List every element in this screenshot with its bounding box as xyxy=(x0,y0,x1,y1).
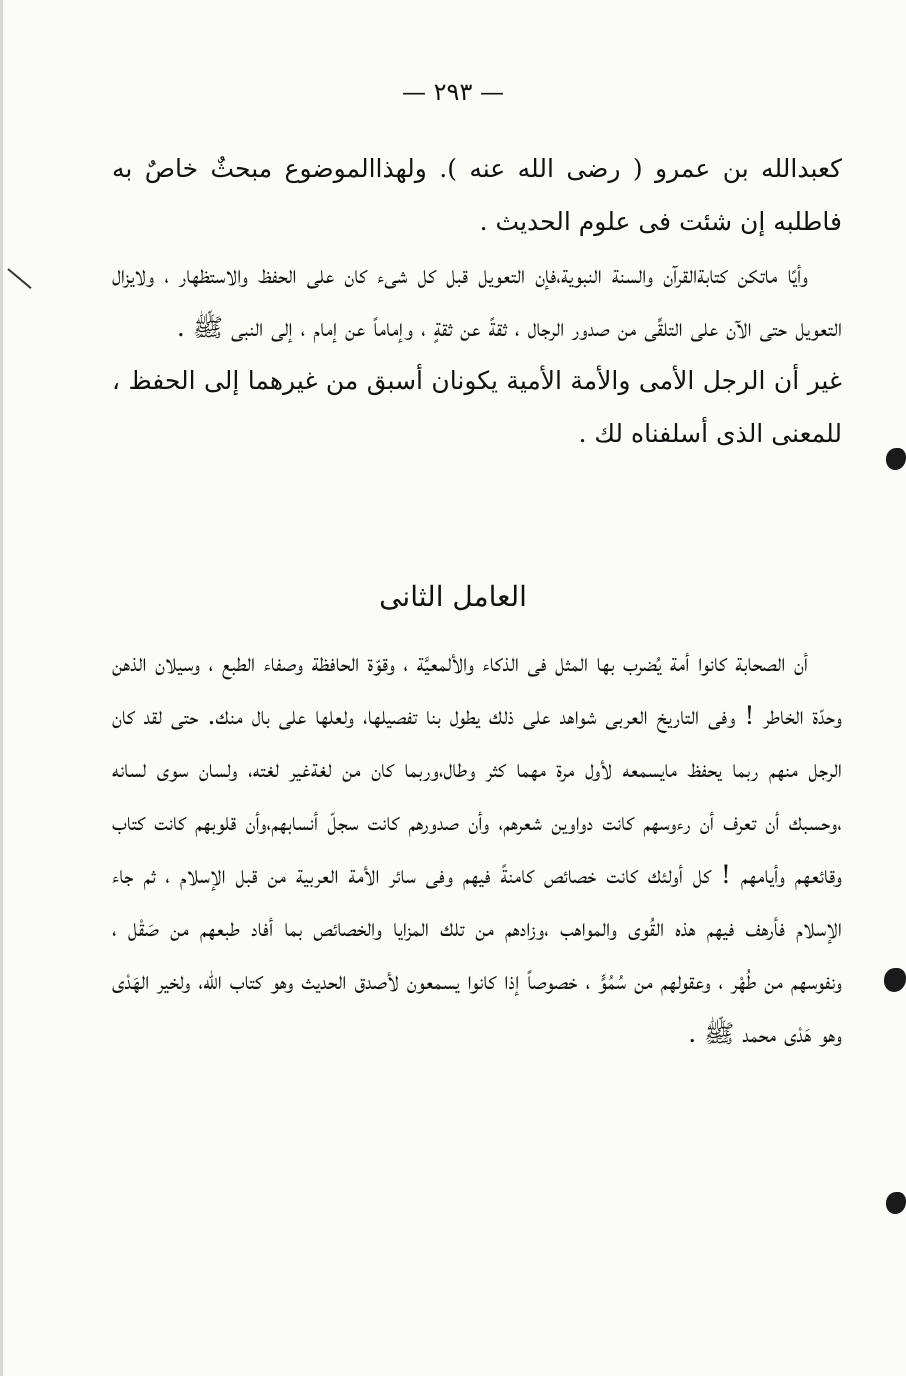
paragraph-2: وأيًا ماتكن كتابةالقرآن والسنة النبوية،فإن التعويل قبل كل شىء كان على الحفظ والاستظهار ، ولايزال التعويل حتى الآن على التلقِّى من صدور الرجال ، ثقةً عن ثقةٍ ، وإماماً عن إمام ، إلى النبى ﷺ . xyxy=(112,260,842,342)
page-number: — ٢٩٣ — xyxy=(402,78,504,106)
paragraph-3: غير أن الرجل الأمى والأمة الأمية يكونان أسبق من غيرهما إلى الحفظ ، للمعنى الذى أسلفناه لك . xyxy=(112,366,842,448)
ink-blot-mark xyxy=(884,968,906,992)
ink-blot-mark xyxy=(886,1192,906,1214)
ink-blot-mark xyxy=(886,448,906,470)
text-block-top xyxy=(112,142,842,460)
section-heading: العامل الثانى xyxy=(379,580,527,613)
margin-mark xyxy=(7,268,31,289)
page-spine-shadow xyxy=(0,0,3,1376)
text-block-bottom xyxy=(112,636,842,1060)
paragraph-1: كعبدالله بن عمرو ( رضى الله عنه ). ولهذاالموضوع مبحثٌ خاصٌ به فاطلبه إن شئت فى علوم الحديث . xyxy=(112,154,842,236)
paragraph-4: أن الصحابة كانوا أمة يُضرب بها المثل فى الذكاء والألمعيَّة ، وقوّة الحافظة وصفاء الطبع ، وسيلان الذهن وحدّة الخاطر ! وفى التاريخ العربى شواهد على ذلك يطول بنا تفصيلها، ولعلها على بال منك. حتى لقد كان الرجل منهم ربما يحفظ مايسمعه لأول مرة مهما كثر وطال،وربما كان من لغةغير لغته، ولسان سوى لسانه ،وحسبك أن تعرف أن رءوسهم كانت دواوين شعرهم، وأن صدورهم كانت سجلّ أنسابهم،وأن قلوبهم كانت كتاب وقائعهم وأيامهم ! كل أولئك كانت خصائص كامنةً فيهم وفى سائر الأمة العربية من قبل الإسلام ، ثم جاء الإسلام فأرهف فيهم هذه القُوى والمواهب ،وزادهم من تلك المزايا والخصائص بما أفاد طبعهم من صَقْل ، ونفوسهم من طُهْر ، وعقولهم من سُمُوٍّ ، خصوصاً إذا كانوا يسمعون لأصدق الحديث وهو كتاب الله، ولخير الهَدْى وهو هَدْى محمد ﷺ . xyxy=(112,648,842,1048)
